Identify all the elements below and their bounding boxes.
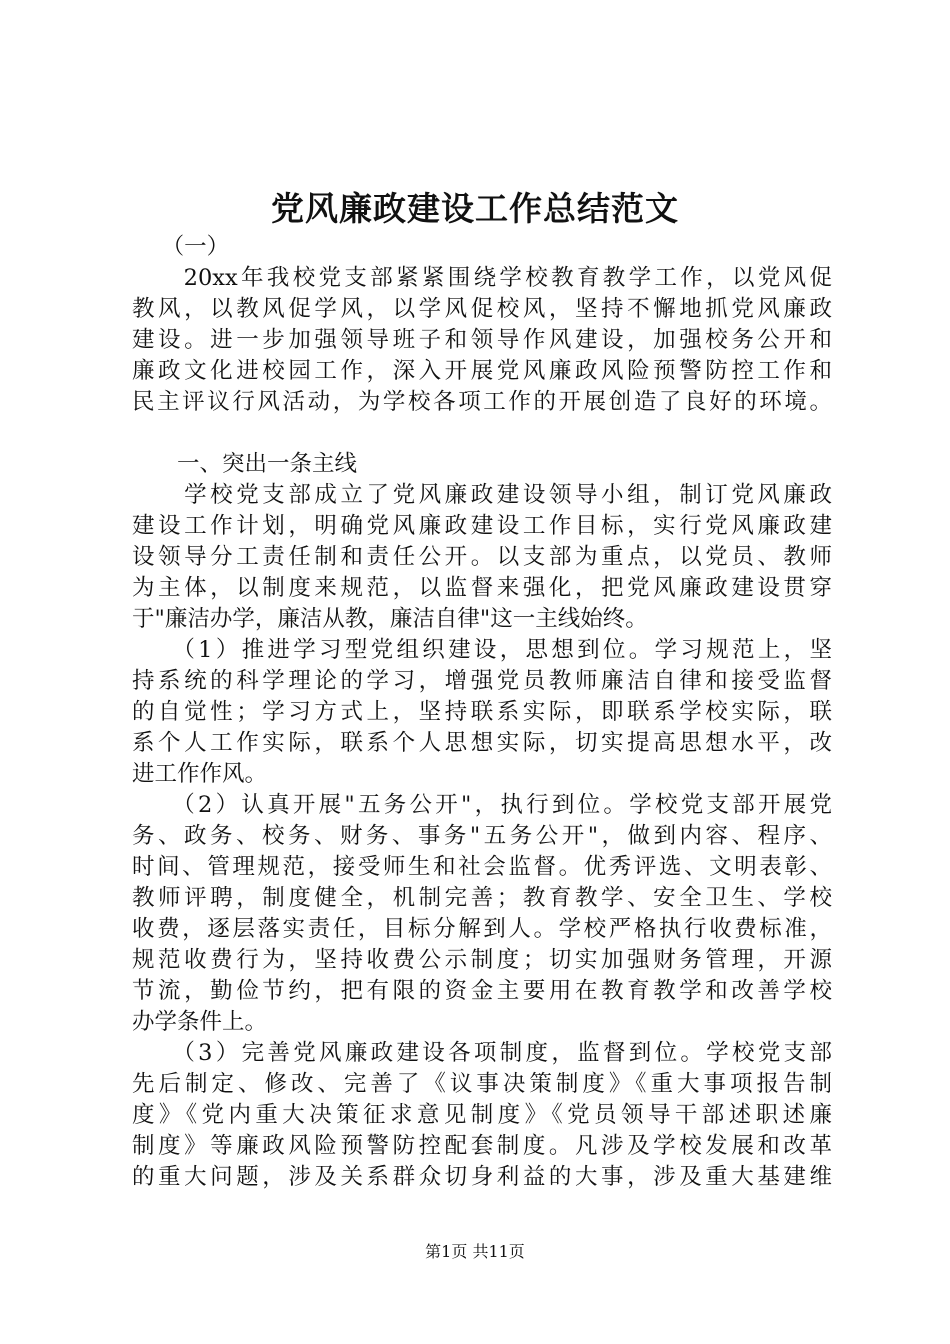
text-line: （3）完善党风廉政建设各项制度，监督到位。学校党支部 bbox=[132, 1040, 832, 1066]
text-line: 度》《党内重大决策征求意见制度》《党员领导干部述职述廉 bbox=[132, 1102, 832, 1128]
text-line: 设领导分工责任制和责任公开。以支部为重点，以党员、教师 bbox=[132, 544, 832, 570]
text-line: 20xx年我校党支部紧紧围绕学校教育教学工作，以党风促 bbox=[132, 265, 832, 291]
text-line: 建设工作计划，明确党风廉政建设工作目标，实行党风廉政建 bbox=[132, 513, 832, 539]
text-line: 的重大问题，涉及关系群众切身利益的大事，涉及重大基建维 bbox=[132, 1164, 832, 1190]
text-line: 办学条件上。 bbox=[132, 1009, 268, 1035]
text-line: 一、突出一条主线 bbox=[132, 451, 358, 477]
text-line: （2）认真开展"五务公开"，执行到位。学校党支部开展党 bbox=[132, 792, 832, 818]
text-line: 制度》等廉政风险预警防控配套制度。凡涉及学校发展和改革 bbox=[132, 1133, 832, 1159]
page-footer: 第1页 共11页 bbox=[425, 1242, 525, 1261]
text-line: 进工作作风。 bbox=[132, 761, 268, 787]
text-line: 系个人工作实际，联系个人思想实际，切实提高思想水平，改 bbox=[132, 730, 832, 756]
text-line: 建设。进一步加强领导班子和领导作风建设，加强校务公开和 bbox=[132, 327, 832, 353]
text-line: 民主评议行风活动，为学校各项工作的开展创造了良好的环境。 bbox=[132, 389, 832, 415]
text-line: 为主体，以制度来规范，以监督来强化，把党风廉政建设贯穿 bbox=[132, 575, 832, 601]
text-line: 节流，勤俭节约，把有限的资金主要用在教育教学和改善学校 bbox=[132, 978, 832, 1004]
text-line: 规范收费行为，坚持收费公示制度；切实加强财务管理，开源 bbox=[132, 947, 832, 973]
text-line: 教风，以教风促学风，以学风促校风，坚持不懈地抓党风廉政 bbox=[132, 296, 832, 322]
text-line: 教师评聘，制度健全，机制完善；教育教学、安全卫生、学校 bbox=[132, 885, 832, 911]
text-line: （1）推进学习型党组织建设，思想到位。学习规范上，坚 bbox=[132, 637, 832, 663]
text-line: 时间、管理规范，接受师生和社会监督。优秀评选、文明表彰、 bbox=[132, 854, 832, 880]
document-body bbox=[132, 232, 832, 1193]
text-line: 的自觉性；学习方式上，坚持联系实际，即联系学校实际，联 bbox=[132, 699, 832, 725]
text-line: 收费，逐层落实责任，目标分解到人。学校严格执行收费标准， bbox=[132, 916, 832, 942]
text-line: （一） bbox=[132, 234, 230, 260]
text-line: 廉政文化进校园工作，深入开展党风廉政风险预警防控工作和 bbox=[132, 358, 832, 384]
text-line: 务、政务、校务、财务、事务"五务公开"，做到内容、程序、 bbox=[132, 823, 832, 849]
text-line: 学校党支部成立了党风廉政建设领导小组，制订党风廉政 bbox=[132, 482, 832, 508]
text-line: 先后制定、修改、完善了《议事决策制度》《重大事项报告制 bbox=[132, 1071, 832, 1097]
text-line bbox=[132, 418, 832, 449]
document-title: 党风廉政建设工作总结范文 bbox=[271, 189, 679, 228]
text-line: 持系统的科学理论的学习，增强党员教师廉洁自律和接受监督 bbox=[132, 668, 832, 694]
text-line: 于"廉洁办学，廉洁从教，廉洁自律"这一主线始终。 bbox=[132, 606, 648, 632]
